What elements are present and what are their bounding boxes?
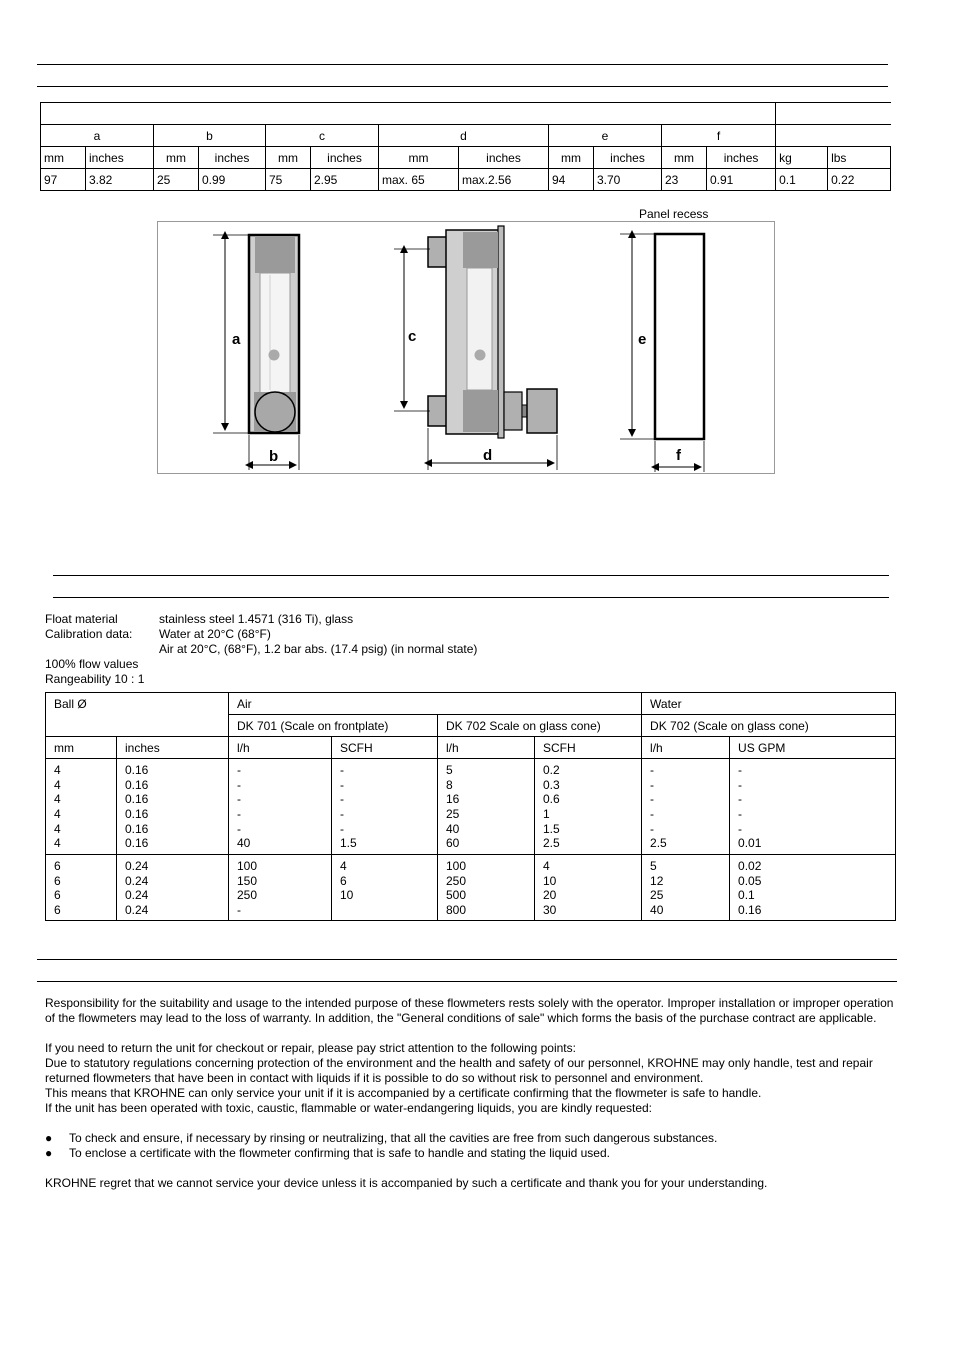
flow-value: 4 [340, 859, 347, 873]
flow-value: 0.16 [125, 836, 149, 851]
flow-value: 250 [237, 888, 258, 903]
flow-value: 800 [446, 903, 467, 918]
dimension-group-row [41, 125, 891, 147]
flow-value: 4 [54, 821, 61, 836]
flow-value: - [650, 777, 655, 792]
flow-value: 60 [446, 836, 460, 851]
flow-value: 0.3 [543, 777, 560, 792]
float-material-label: Float material [45, 612, 118, 626]
unit-header: mm [46, 737, 117, 759]
flow-value: 1.5 [340, 836, 357, 851]
flow-value: 12 [650, 873, 664, 888]
return-intro: If you need to return the unit for checkout or repair, please pay strict attention to the following points: [45, 1041, 576, 1055]
flow-value: 0.6 [543, 792, 560, 807]
closing-paragraph: KROHNE regret that we cannot service your device unless it is accompanied by such a certificate and thank you for your understanding. [45, 1176, 768, 1190]
flow-value: 0.16 [738, 903, 762, 918]
unit-header: mm [379, 147, 459, 169]
flow-value: - [738, 821, 743, 836]
flow-value: 5 [650, 859, 657, 873]
flow-unit-row [46, 737, 896, 759]
weight-blank [776, 125, 891, 147]
flow-value: - [237, 763, 241, 777]
flow-column-cell [438, 759, 535, 855]
dim-label-d: d [483, 447, 493, 464]
flow-value: 0.1 [738, 888, 755, 903]
flow-value: - [650, 763, 655, 777]
dim-group-a: a [41, 125, 154, 147]
unit-header: mm [662, 147, 707, 169]
dim-group-d: d [379, 125, 549, 147]
unit-header: inches [459, 147, 549, 169]
flow-column-cell [535, 855, 642, 921]
dim-label-b: b [269, 448, 279, 465]
section-rule [37, 64, 888, 65]
dimensions-table [40, 102, 891, 191]
flow-column-cell [229, 759, 332, 855]
flow-value: 0.16 [125, 777, 149, 792]
flow-value: - [237, 821, 241, 836]
flow-value: 40 [446, 821, 460, 836]
flow-value: 0.24 [125, 903, 149, 918]
flow-value: 6 [340, 873, 347, 888]
flow-value: 25 [650, 888, 664, 903]
flow-value: 2.5 [650, 836, 667, 851]
flow-column-cell [642, 759, 730, 855]
air-header: Air [229, 693, 642, 715]
unit-header: inches [199, 147, 266, 169]
values-row [41, 169, 891, 191]
unit-header: l/h [642, 737, 730, 759]
ball-6mm-group [46, 855, 896, 921]
weight-header-cell [776, 103, 891, 125]
dk702-water-header: DK 702 (Scale on glass cone) [642, 715, 896, 737]
panel-recess-label: Panel recess [639, 207, 709, 221]
flow-value: 0.2 [543, 763, 560, 777]
flow-value: 6 [54, 903, 61, 918]
dim-group-e: e [549, 125, 662, 147]
flow-value: 5 [446, 763, 453, 777]
unit-header: lbs [828, 147, 891, 169]
flow-value: 100 [237, 859, 258, 873]
flow-value: 4 [54, 763, 61, 777]
bullet-text: To enclose a certificate with the flowmeter confirming that is safe to handle and stating the liquid used. [69, 1146, 610, 1160]
flow-value: - [340, 807, 344, 822]
ball-diameter-header: Ball Ø [46, 693, 229, 737]
flow-value: - [650, 792, 655, 807]
flow-value: 8 [446, 777, 453, 792]
flow-value: 0.01 [738, 836, 762, 851]
flow-value: 150 [237, 873, 258, 888]
flow-value: 250 [446, 873, 467, 888]
unit-header: mm [266, 147, 311, 169]
flow-value: 25 [446, 807, 460, 822]
front-view [213, 235, 299, 470]
unit-header: kg [776, 147, 828, 169]
flow-column-cell [229, 855, 332, 921]
unit-header: mm [41, 147, 86, 169]
flow-value: - [738, 792, 743, 807]
flow-value: 2.5 [543, 836, 560, 851]
value-cell: 3.82 [86, 169, 154, 191]
bullet-icon: ● [45, 1131, 53, 1145]
flow-column-cell [730, 855, 896, 921]
section-rule [37, 981, 897, 982]
unit-header: mm [154, 147, 199, 169]
bullet-item [45, 1146, 895, 1161]
dim-group-f: f [662, 125, 776, 147]
flow-value: - [340, 821, 344, 836]
ball-4mm-group [46, 759, 896, 855]
bullet-icon: ● [45, 1146, 53, 1160]
value-cell: max. 65 [379, 169, 459, 191]
section-rule [53, 575, 889, 576]
dk702-air-header: DK 702 Scale on glass cone) [438, 715, 642, 737]
flow-value: 6 [54, 888, 61, 903]
unit-header: l/h [229, 737, 332, 759]
value-cell: 75 [266, 169, 311, 191]
unit-header: inches [86, 147, 154, 169]
unit-row [41, 147, 891, 169]
section-rule [37, 959, 897, 960]
dim-label-f: f [676, 447, 681, 464]
certificate-rule: This means that KROHNE can only service your unit if it is accompanied by a certificate confirming that the flowmeter is safe to handle. [45, 1086, 762, 1100]
flow-value: 500 [446, 888, 467, 903]
value-cell: 2.95 [311, 169, 379, 191]
flow-value: - [340, 763, 344, 777]
flow-values-label: 100% flow values [45, 657, 139, 671]
flow-value: 4 [54, 792, 61, 807]
unit-header: inches [707, 147, 776, 169]
flow-values-table [45, 692, 896, 921]
calibration-label: Calibration data: [45, 627, 133, 641]
value-cell: 0.22 [828, 169, 891, 191]
flow-value: 0.24 [125, 873, 149, 888]
flowmeter-drawing [158, 222, 774, 473]
flow-value: 1 [543, 807, 550, 822]
flow-value: - [650, 807, 655, 822]
value-cell: 94 [549, 169, 594, 191]
flow-value: - [237, 777, 241, 792]
unit-header: inches [311, 147, 379, 169]
flow-value: - [237, 792, 241, 807]
flow-value: - [237, 903, 241, 918]
flow-column-cell [117, 759, 229, 855]
unit-header: l/h [438, 737, 535, 759]
flow-value: 40 [650, 903, 664, 918]
dim-group-b: b [154, 125, 266, 147]
value-cell: 0.1 [776, 169, 828, 191]
float-material-value: stainless steel 1.4571 (316 Ti), glass [159, 612, 354, 626]
unit-header: mm [549, 147, 594, 169]
side-view [394, 226, 557, 470]
unit-header: US GPM [730, 737, 896, 759]
flow-value: - [340, 777, 344, 792]
value-cell: 97 [41, 169, 86, 191]
flow-column-cell [730, 759, 896, 855]
flow-value: 40 [237, 836, 251, 851]
bullet-item [45, 1131, 895, 1146]
flow-value: - [738, 807, 743, 822]
flow-value: 4 [543, 859, 550, 873]
panel-recess-view [620, 234, 704, 472]
flow-column-cell [642, 855, 730, 921]
dim-label-e: e [638, 331, 647, 348]
flow-column-cell [535, 759, 642, 855]
dim-group-c: c [266, 125, 379, 147]
section-rule [53, 597, 889, 598]
flow-value: - [237, 807, 241, 822]
water-header: Water [642, 693, 896, 715]
unit-header: SCFH [535, 737, 642, 759]
value-cell: 3.70 [594, 169, 662, 191]
flow-value: - [738, 777, 743, 792]
flow-value: 20 [543, 888, 557, 903]
flow-value: - [340, 792, 344, 807]
value-cell: max.2.56 [459, 169, 549, 191]
flow-column-cell [46, 759, 117, 855]
flow-value: 4 [54, 777, 61, 792]
flow-value: 0.24 [125, 888, 149, 903]
unit-header: inches [117, 737, 229, 759]
flow-value: 100 [446, 859, 467, 873]
flow-value: 0.16 [125, 821, 149, 836]
flow-value: 6 [54, 873, 61, 888]
dimension-drawing [157, 221, 775, 474]
flow-value: - [650, 821, 655, 836]
dimensions-title-row [41, 103, 776, 125]
toxic-request: If the unit has been operated with toxic, caustic, flammable or water-endangering liquids, you are kindly requested: [45, 1101, 653, 1115]
calibration-water: Water at 20°C (68°F) [159, 627, 271, 641]
dk701-header: DK 701 (Scale on frontplate) [229, 715, 438, 737]
flow-value: 1.5 [543, 821, 560, 836]
operator-notes [45, 996, 895, 1191]
section-rule [37, 86, 888, 87]
flow-value: 4 [54, 807, 61, 822]
flow-value: 0.16 [125, 807, 149, 822]
flow-value: 30 [543, 903, 557, 918]
dim-label-a: a [232, 331, 241, 348]
flow-column-cell [332, 855, 438, 921]
flow-value: 16 [446, 792, 460, 807]
responsibility-paragraph: Responsibility for the suitability and usage to the intended purpose of these flowmeters rests solely with the operator. Improper installation or improper operation of the flowmeters may lead to the loss of warranty. In addition, the "General conditions of sale" which forms the basis of the purchase contract are applicable. [45, 996, 894, 1025]
flow-value [340, 903, 429, 918]
flow-value: 4 [54, 836, 61, 851]
flow-column-cell [438, 855, 535, 921]
regulations-paragraph: Due to statutory regulations concerning protection of the environment and the health and safety of our personnel, KROHNE may only handle, test and repair returned flowmeters that have been in contact with liquids if it is possible to do so without risk to personnel and environment. [45, 1056, 873, 1085]
value-cell: 23 [662, 169, 707, 191]
flow-value: 0.24 [125, 859, 149, 873]
flow-value: 10 [340, 888, 354, 903]
unit-header: SCFH [332, 737, 438, 759]
flow-value: 0.16 [125, 792, 149, 807]
flow-value: 0.02 [738, 859, 762, 873]
value-cell: 0.99 [199, 169, 266, 191]
value-cell: 0.91 [707, 169, 776, 191]
dim-label-c: c [408, 328, 417, 345]
flow-value: 6 [54, 859, 61, 873]
flow-value: 0.16 [125, 763, 149, 777]
flow-column-cell [46, 855, 117, 921]
unit-header: inches [594, 147, 662, 169]
value-cell: 25 [154, 169, 199, 191]
flow-value: 10 [543, 873, 557, 888]
flow-value: 0.05 [738, 873, 762, 888]
rangeability-label: Rangeability 10 : 1 [45, 672, 145, 686]
flow-column-cell [117, 855, 229, 921]
bullet-text: To check and ensure, if necessary by rinsing or neutralizing, that all the cavities are free from such dangerous substances. [69, 1131, 718, 1145]
flow-value: - [738, 763, 743, 777]
flow-column-cell [332, 759, 438, 855]
calibration-air: Air at 20°C, (68°F), 1.2 bar abs. (17.4 psig) (in normal state) [159, 642, 478, 656]
